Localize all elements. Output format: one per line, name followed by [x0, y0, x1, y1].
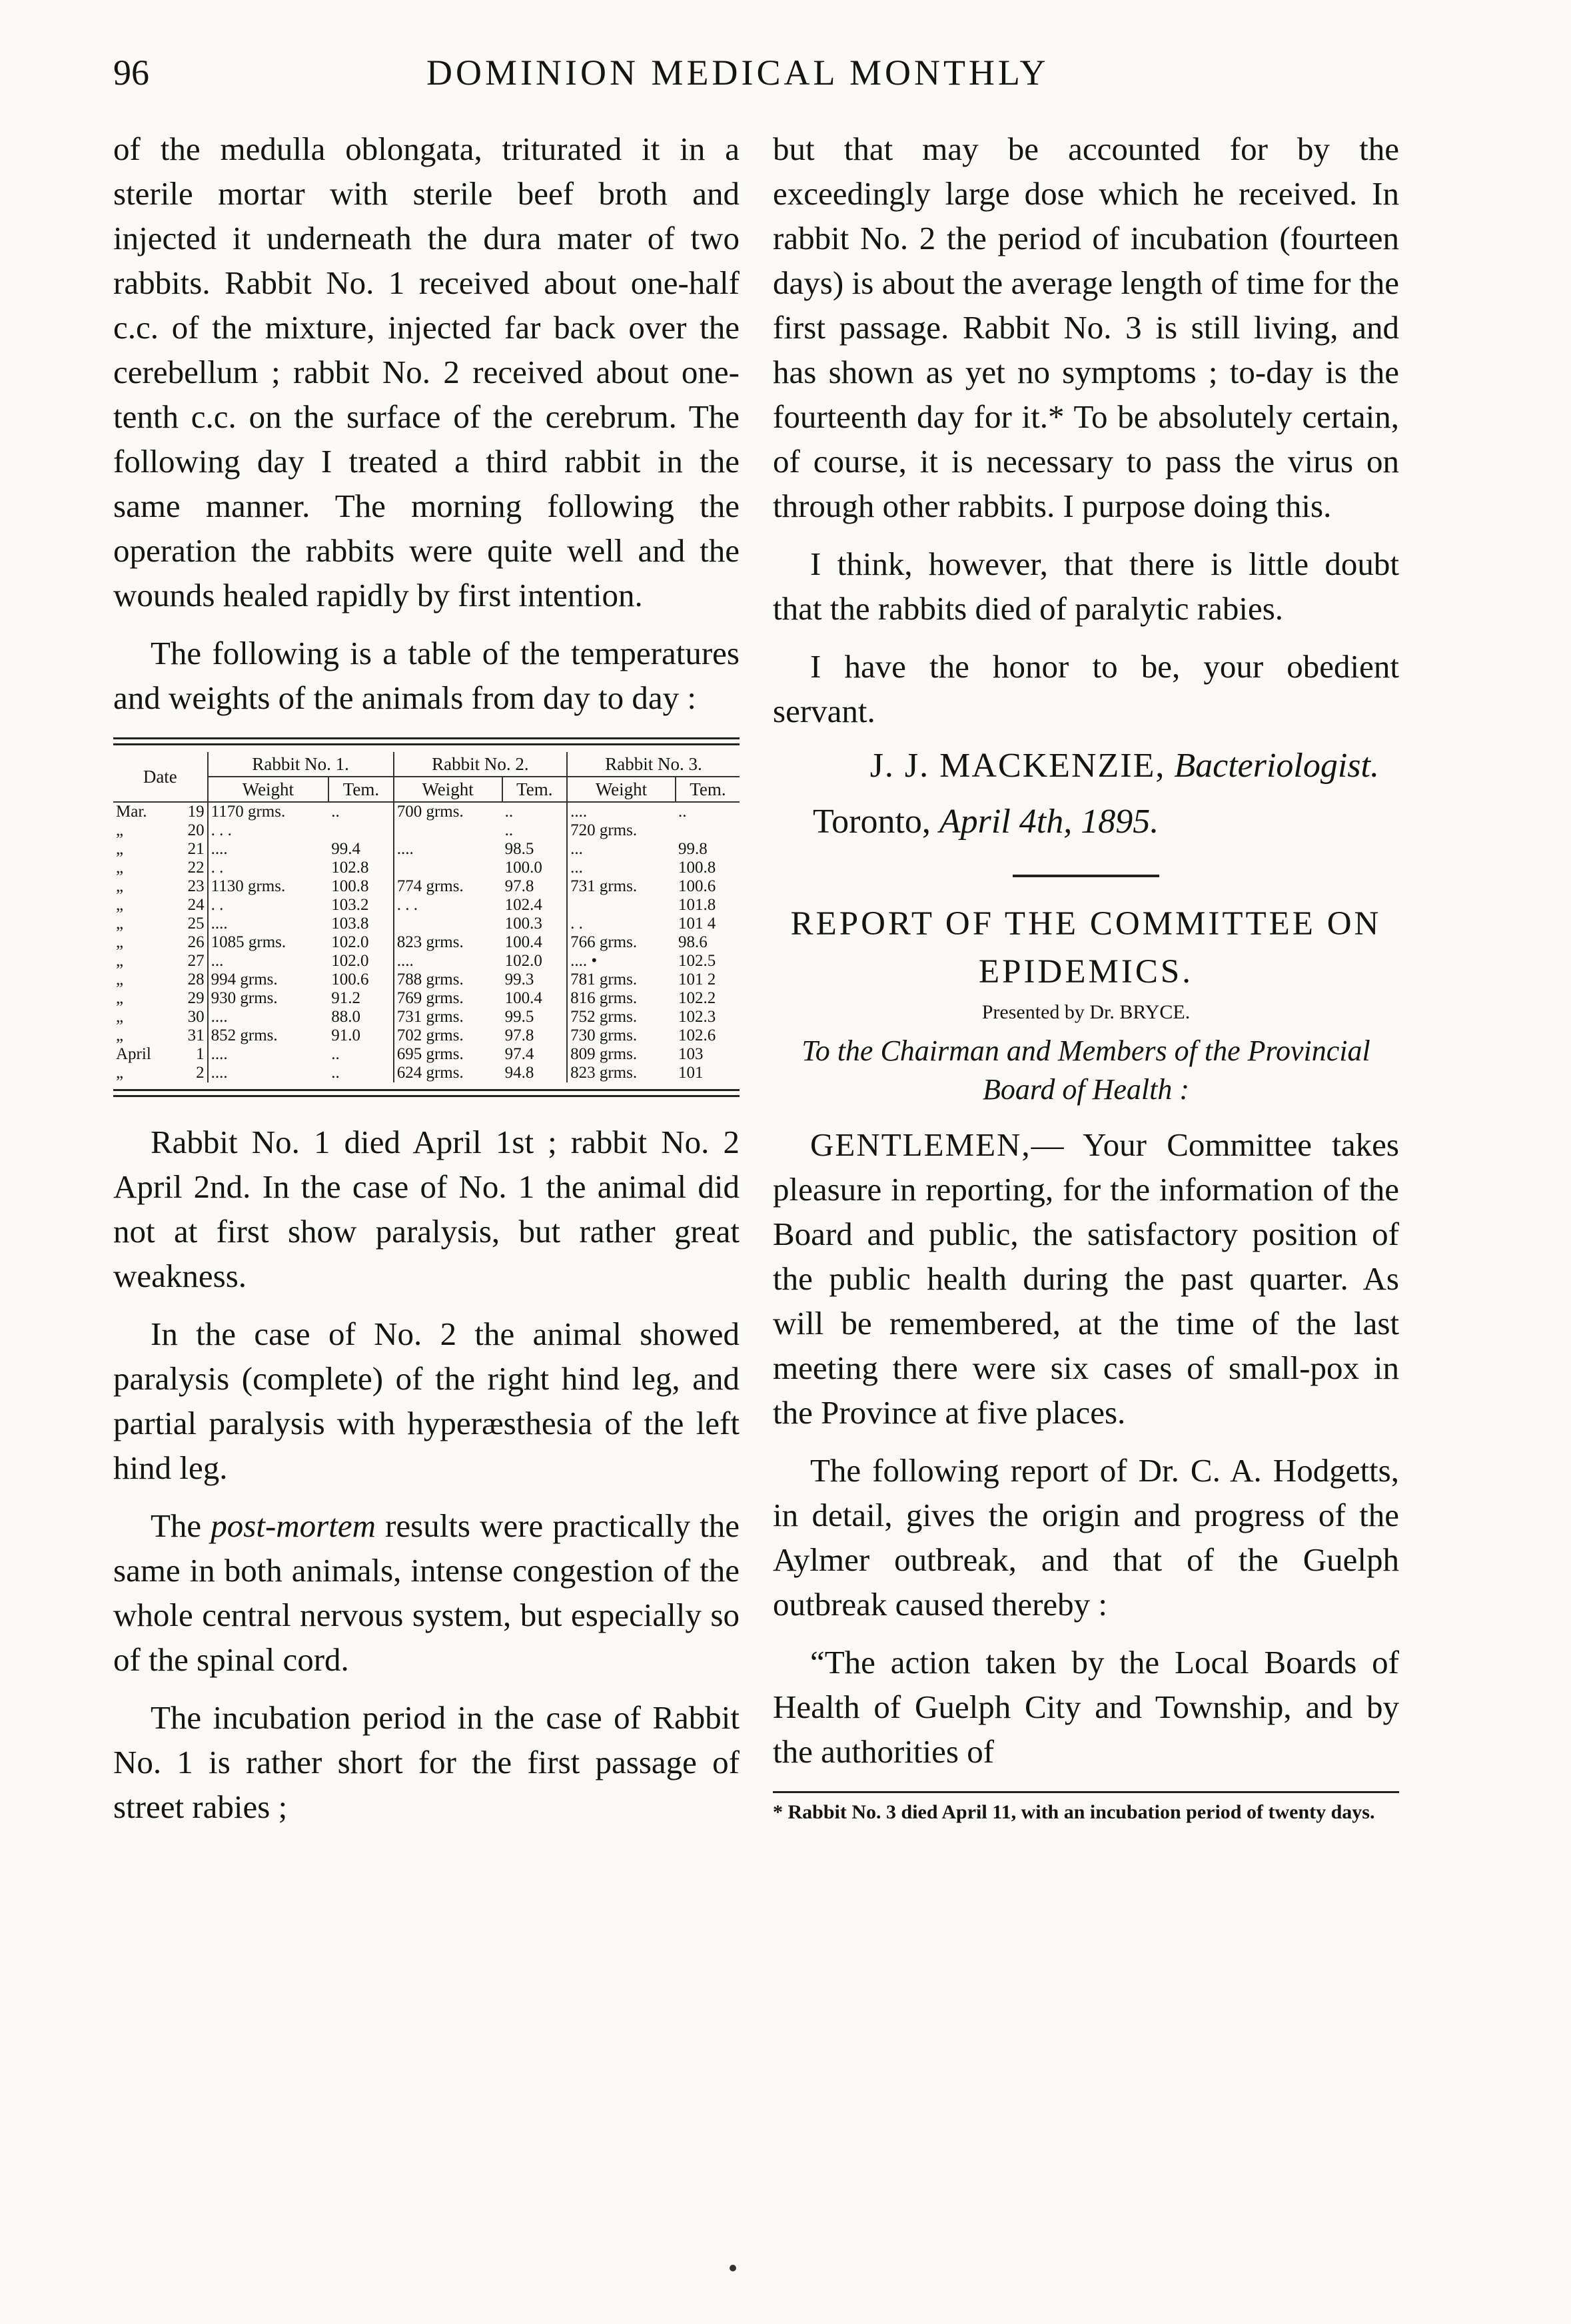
table-cell: 99.3	[502, 970, 568, 989]
data-table	[113, 752, 740, 1082]
paragraph: In the case of No. 2 the animal showed paralysis (complete) of the right hind leg, and partial paralysis with hyperæsthesia of the left hind leg.	[113, 1316, 740, 1486]
table-cell: 103.2	[328, 896, 394, 915]
table-cell: 102.0	[328, 933, 394, 952]
table-cell: „	[116, 989, 124, 1007]
table-cell: 1	[174, 1045, 208, 1064]
table-row	[113, 877, 740, 896]
table-cell: 88.0	[328, 1008, 394, 1026]
table-cell: ...	[211, 952, 224, 970]
table-cell: . . .	[211, 821, 232, 839]
table-cell: 20	[174, 821, 208, 840]
table-cell: . .	[211, 859, 224, 877]
table-cell: 25	[174, 915, 208, 933]
table-cell: 100.8	[678, 859, 716, 877]
date-header: Date	[113, 752, 208, 802]
table-cell	[394, 821, 502, 840]
table-cell: . .	[211, 896, 224, 914]
table-cell: ..	[328, 802, 394, 821]
table-cell: 624 grms.	[396, 1064, 464, 1082]
table-cell: ....	[396, 952, 414, 970]
signature-line	[773, 743, 1399, 789]
table-cell: 1085 grms.	[211, 933, 286, 951]
table-cell: Mar.	[116, 803, 147, 821]
salutation: GENTLEMEN,	[810, 1126, 1031, 1163]
paragraph: The following is a table of the temperatures and weights of the animals from day to day :	[113, 635, 740, 716]
table-cell: 766 grms.	[570, 933, 638, 951]
table-cell: ..	[502, 821, 568, 840]
table-cell: 823 grms.	[396, 933, 464, 951]
table-cell: „	[116, 877, 124, 895]
table-cell: 23	[174, 877, 208, 896]
paragraph: Rabbit No. 1 died April 1st ; rabbit No. 2 April 2nd. In the case of No. 1 the animal did not at first show paralysis, but rather great weakness.	[113, 1124, 740, 1294]
table-cell: 788 grms.	[396, 970, 464, 988]
table-cell: 97.8	[502, 1026, 568, 1045]
running-title: DOMINION MEDICAL MONTHLY	[426, 53, 1049, 93]
table-cell: 852 grms.	[211, 1026, 278, 1044]
table-cell: ..	[678, 803, 687, 821]
table-cell: 91.2	[328, 989, 394, 1008]
table-cell: 102.6	[678, 1026, 716, 1044]
table-cell: ...	[570, 859, 583, 877]
table-row	[113, 933, 740, 952]
table-cell: 816 grms.	[570, 989, 638, 1007]
table-cell: 781 grms.	[570, 970, 638, 988]
table-cell: ...	[570, 840, 583, 858]
table-row	[113, 840, 740, 859]
table-top-rule	[113, 737, 740, 745]
table-row	[113, 802, 740, 821]
table-cell: 97.4	[502, 1045, 568, 1064]
table-row	[113, 1064, 740, 1082]
table-cell: „	[116, 970, 124, 988]
paragraph: of the medulla oblongata, triturated it in a sterile mortar with sterile beef broth and injected it underneath the dura mater of two rabbits. Rabbit No. 1 received about one-half c.c. of the mixture, injected far back over the cerebellum ; rabbit No. 2 received about one-tenth c.c. on the surface of the cerebrum. The following day I treated a third rabbit in the same manner. The morning following the operation the rabbits were quite well and the wounds healed rapidly by first intention.	[113, 131, 740, 613]
table-cell: 102.5	[678, 952, 716, 970]
table-cell: 28	[174, 970, 208, 989]
table-cell: 774 grms.	[396, 877, 464, 895]
table-cell: ..	[328, 1064, 394, 1082]
table-cell: 30	[174, 1008, 208, 1026]
table-cell: 102.0	[502, 952, 568, 970]
table-cell: 99.4	[328, 840, 394, 859]
table-cell: 98.5	[502, 840, 568, 859]
place-name: Toronto,	[813, 803, 931, 841]
author-title: Bacteriologist.	[1174, 747, 1379, 785]
table-cell: „	[116, 933, 124, 951]
text: The	[151, 1507, 202, 1544]
author-name: J. J. MACKENZIE,	[869, 747, 1166, 785]
table-cell: „	[116, 1064, 124, 1082]
report-title	[773, 900, 1399, 996]
ink-dot	[730, 2265, 736, 2271]
table-cell: 720 grms.	[570, 821, 638, 839]
table-cell: 731 grms.	[570, 877, 638, 895]
table-cell: 101	[678, 1064, 704, 1082]
table-cell	[567, 896, 676, 915]
table-cell: 731 grms.	[396, 1008, 464, 1026]
table-cell: 702 grms.	[396, 1026, 464, 1044]
table-cell: 752 grms.	[570, 1008, 638, 1026]
table-cell: 809 grms.	[570, 1045, 638, 1063]
table-row	[113, 952, 740, 970]
group-header-rabbit-1: Rabbit No. 1.	[208, 752, 394, 777]
table-cell: 823 grms.	[570, 1064, 638, 1082]
section-divider	[1013, 875, 1159, 877]
weight-header: Weight	[567, 777, 676, 802]
table-cell: 97.8	[502, 877, 568, 896]
table-cell: ....	[211, 915, 228, 933]
paragraph: but that may be accounted for by the exceedingly large dose which he received. In rabbit No. 2 the period of incubation (fourteen days) is about the average length of time for the first passage. Rabbit No. 3 is still living, and has shown as yet no symptoms ; to-day is the fourteenth day for it.* To be absolutely certain, of course, it is necessary to pass the virus on through other rabbits. I purpose doing this.	[773, 131, 1399, 524]
table-cell: „	[116, 915, 124, 933]
table-cell: „	[116, 1026, 124, 1044]
table-cell: 695 grms.	[396, 1045, 464, 1063]
table-cell: 22	[174, 859, 208, 877]
table-cell: 103	[678, 1045, 704, 1063]
table-row	[113, 970, 740, 989]
table-cell: 994 grms.	[211, 970, 278, 988]
table-cell: 101.8	[678, 896, 716, 914]
table-cell: 1170 grms.	[211, 803, 286, 821]
table-cell: 100.8	[328, 877, 394, 896]
table-cell: ....	[570, 803, 588, 821]
table-cell: ....	[211, 840, 228, 858]
table-cell: . . .	[396, 896, 418, 914]
table-cell: April	[116, 1045, 151, 1063]
left-column	[113, 127, 740, 1829]
table-cell: 1130 grms.	[211, 877, 286, 895]
table-cell: 27	[174, 952, 208, 970]
text: — Your Committee takes pleasure in reporting, for the information of the Board and public, the satisfactory position of the public health during the past quarter. As will be remembered, at the time of the last meeting there were six cases of small-pox in the Province at five places.	[773, 1126, 1399, 1431]
table-cell: 103.8	[328, 915, 394, 933]
table-cell: ..	[502, 802, 568, 821]
addressee: To the Chairman and Members of the Provincial Board of Health :	[801, 1034, 1370, 1106]
table-cell: 700 grms.	[396, 803, 464, 821]
table-cell: „	[116, 896, 124, 914]
table-cell: 100.3	[502, 915, 568, 933]
table-cell: 730 grms.	[570, 1026, 638, 1044]
table-cell: 101 4	[678, 915, 716, 933]
table-row	[113, 1008, 740, 1026]
table-cell: 2	[174, 1064, 208, 1082]
table-cell: 100.6	[678, 877, 716, 895]
tem-header: Tem.	[676, 777, 740, 802]
letter-date: April 4th, 1895.	[939, 803, 1159, 841]
right-column	[773, 127, 1399, 1824]
page-number: 96	[113, 53, 149, 93]
table-cell: 102.2	[678, 989, 716, 1007]
table-cell: 29	[174, 989, 208, 1008]
tem-header: Tem.	[502, 777, 568, 802]
table-cell: 24	[174, 896, 208, 915]
table-cell: 98.6	[678, 933, 708, 951]
table-cell: 99.8	[678, 840, 708, 858]
table-cell: 102.0	[328, 952, 394, 970]
table-body	[113, 802, 740, 1082]
table-cell: ....	[211, 1064, 228, 1082]
table-cell: 26	[174, 933, 208, 952]
table-cell: ..	[328, 1045, 394, 1064]
paragraph	[113, 1503, 740, 1682]
table-cell: ....	[396, 840, 414, 858]
table-cell: 100.4	[502, 989, 568, 1008]
temperature-weight-table	[113, 737, 740, 1097]
table-cell: 19	[174, 802, 208, 821]
footnote: * Rabbit No. 3 died April 11, with an incubation period of twenty days.	[773, 1801, 1375, 1823]
table-cell: 100.6	[328, 970, 394, 989]
footnote-rule	[773, 1791, 1399, 1793]
table-cell: 930 grms.	[211, 989, 278, 1007]
paragraph: “The action taken by the Local Boards of Health of Guelph City and Township, and by the authorities of	[773, 1644, 1399, 1770]
table-cell: „	[116, 840, 124, 858]
paragraph: The incubation period in the case of Rabbit No. 1 is rather short for the first passage of street rabies ;	[113, 1699, 740, 1825]
table-row	[113, 821, 740, 840]
table-cell	[328, 821, 394, 840]
table-cell: „	[116, 821, 124, 839]
table-row	[113, 989, 740, 1008]
table-cell: 102.3	[678, 1008, 716, 1026]
table-row	[113, 896, 740, 915]
table-cell: 102.8	[328, 859, 394, 877]
table-cell: 91.0	[328, 1026, 394, 1045]
text: results were practically the same in both animals, intense congestion of the whole central nervous system, but especially so of the spinal cord.	[113, 1507, 740, 1678]
table-cell: 100.0	[502, 859, 568, 877]
table-cell: 31	[174, 1026, 208, 1045]
paragraph: I think, however, that there is little doubt that the rabbits died of paralytic rabies.	[773, 546, 1399, 627]
table-cell: „	[116, 952, 124, 970]
table-cell: . .	[570, 915, 583, 933]
table-cell: ....	[211, 1008, 228, 1026]
table-cell	[394, 915, 502, 933]
table-cell	[676, 821, 740, 840]
table-cell: 100.4	[502, 933, 568, 952]
table-cell	[394, 859, 502, 877]
tem-header: Tem.	[328, 777, 394, 802]
table-cell: 101 2	[678, 970, 716, 988]
table-cell: .... •	[570, 952, 598, 970]
table-cell: 102.4	[502, 896, 568, 915]
dateline	[773, 799, 1399, 845]
table-row	[113, 1045, 740, 1064]
paragraph	[773, 1122, 1399, 1435]
table-cell: 769 grms.	[396, 989, 464, 1007]
table-bottom-rule	[113, 1089, 740, 1097]
table-cell: 21	[174, 840, 208, 859]
report-title-line-1: REPORT OF THE COMMITTEE ON	[790, 905, 1382, 943]
table-cell: ....	[211, 1045, 228, 1063]
table-row	[113, 1026, 740, 1045]
group-header-rabbit-2: Rabbit No. 2.	[394, 752, 567, 777]
table-cell: 99.5	[502, 1008, 568, 1026]
group-header-rabbit-3: Rabbit No. 3.	[567, 752, 740, 777]
report-title-line-2: EPIDEMICS.	[979, 953, 1193, 990]
presented-by: Presented by Dr. BRYCE.	[981, 1001, 1191, 1023]
page-header	[113, 52, 1399, 112]
weight-header: Weight	[394, 777, 502, 802]
table-cell: „	[116, 859, 124, 877]
paragraph: I have the honor to be, your obedient servant.	[773, 648, 1399, 729]
table-cell: 94.8	[502, 1064, 568, 1082]
table-row	[113, 859, 740, 877]
table-cell: „	[116, 1008, 124, 1026]
paragraph: The following report of Dr. C. A. Hodgetts, in detail, gives the origin and progress of the Aylmer outbreak, and that of the Guelph outbreak caused thereby :	[773, 1452, 1399, 1623]
emphasis-text: post-mortem	[211, 1507, 376, 1544]
weight-header: Weight	[208, 777, 329, 802]
table-row	[113, 915, 740, 933]
